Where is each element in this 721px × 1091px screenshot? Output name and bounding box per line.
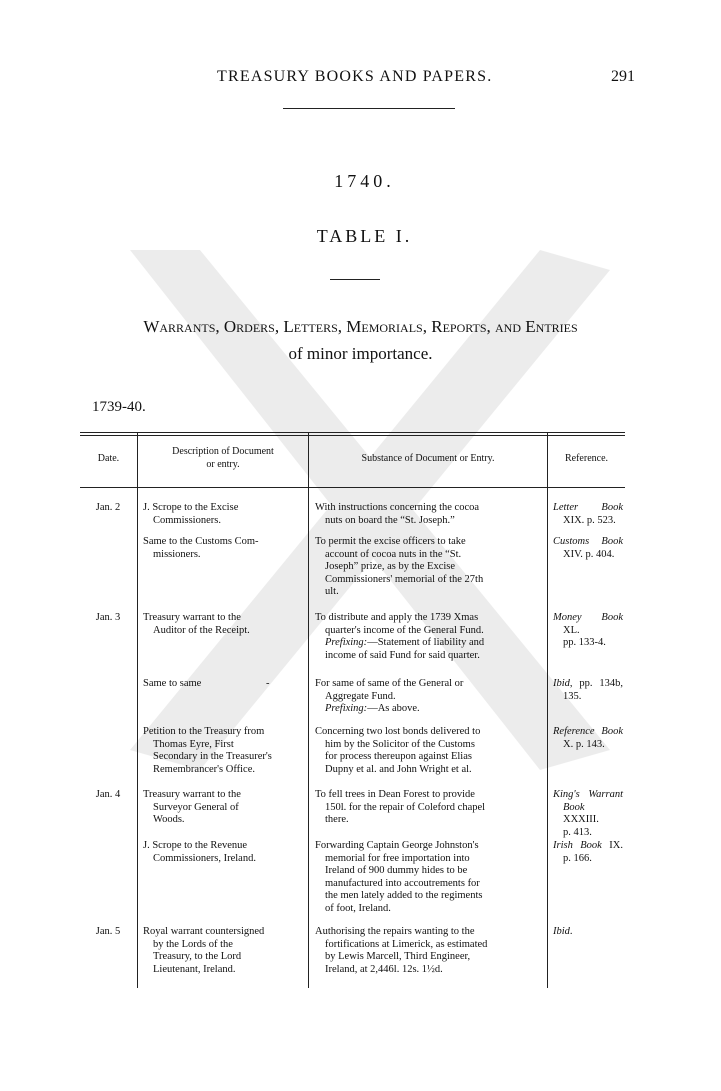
reference-line: Money Book XL. (553, 612, 623, 636)
substance-line: Dupny et al. and John Wright et al. (325, 763, 472, 775)
substance-line: To permit the excise officers to take (315, 536, 466, 547)
description-line: Treasury warrant to the (143, 612, 241, 623)
row-description (143, 789, 301, 827)
page-header (0, 68, 721, 92)
row-substance (315, 612, 541, 662)
substance-line: To fell trees in Dean Forest to provide (315, 789, 475, 800)
header-rule (283, 108, 455, 109)
col-header-desc-line: or entry. (206, 459, 240, 470)
reference-line: Reference Book (553, 726, 623, 737)
reference-line: Customs Book (553, 536, 623, 547)
running-title: TREASURY BOOKS AND PAPERS. (217, 68, 493, 85)
substance-line: quarter's income of the General Fund. (325, 624, 484, 636)
table-top-rule (80, 432, 625, 433)
subtitle-part: R (431, 317, 443, 336)
substance-line: of foot, Ireland. (325, 902, 391, 914)
col-header-date: Date. (97, 453, 120, 464)
reference-line: 135. (563, 690, 582, 702)
year-range: 1739-40. (92, 399, 146, 415)
substance-line: memorial for free importation into (325, 852, 470, 864)
row-description (143, 612, 301, 637)
subtitle-part: L (283, 317, 294, 336)
subtitle-part: W (143, 317, 160, 336)
row-reference (553, 840, 623, 865)
description-line: Commissioners. (153, 514, 221, 526)
substance-line: manufactured into accoutrements for (325, 877, 480, 889)
substance-line: With instructions concerning the cocoa (315, 502, 480, 513)
row-substance (315, 726, 541, 776)
row-description (143, 502, 301, 527)
description-line: Woods. (153, 814, 185, 825)
row-substance (315, 789, 541, 827)
substance-line: by Lewis Marcell, Third Engineer, (325, 951, 471, 962)
substance-line: income of said Fund for said quarter. (325, 649, 480, 661)
row-substance (315, 678, 541, 716)
row-reference (553, 678, 623, 703)
subtitle-part: emorials, (361, 317, 432, 336)
row-reference (553, 789, 623, 839)
substance-line: the men lately added to the regiments (325, 890, 483, 901)
row-reference (553, 726, 623, 751)
subtitle-part: etters, (293, 317, 347, 336)
substance-line: Authorising the repairs wanting to the (315, 926, 475, 937)
row-reference (553, 502, 623, 527)
substance-line: Prefixing:—As above. (325, 703, 420, 714)
reference-line: Letter Book (553, 502, 623, 513)
substance-line: for process thereupon against Elias (325, 751, 472, 762)
description-line: Treasury warrant to the (143, 789, 241, 800)
substance-line: Prefixing:—Statement of liability and (325, 637, 485, 648)
row-reference (553, 536, 623, 561)
row-date: Jan. 4 (95, 789, 121, 800)
row-substance (315, 840, 541, 915)
substance-line: there. (325, 814, 349, 825)
reference-line: XIX. p. 523. (563, 514, 616, 526)
subtitle-part: O (223, 317, 237, 336)
subtitle-part: arrants, (159, 317, 224, 336)
reference-line: Ibid, pp. 134b, (553, 678, 623, 689)
reference-line: Irish Book IX. (553, 840, 623, 851)
description-line: Petition to the Treasury from (143, 726, 265, 737)
description-line: by the Lords of the (153, 938, 233, 950)
description-line: J. Scrope to the Revenue (143, 840, 248, 851)
subtitle-line-2: of minor importance. (288, 344, 433, 363)
row-reference (553, 926, 623, 939)
substance-line: Forwarding Captain George Johnston's (315, 840, 479, 851)
description-line: Auditor of the Receipt. (153, 624, 250, 636)
row-description (143, 536, 301, 561)
substance-line: ult. (325, 586, 339, 597)
col-header-substance: Substance of Document or Entry. (361, 453, 495, 464)
row-description (143, 926, 301, 976)
row-dash: - (266, 678, 270, 689)
column-divider (547, 432, 548, 988)
reference-line: King's Warrant (553, 789, 623, 800)
substance-line: Commissioners' memorial of the 27th (325, 573, 484, 585)
substance-line: Ireland, at 2,446l. 12s. 1½d. (325, 963, 443, 975)
substance-line: fortifications at Limerick, as estimated (325, 938, 488, 950)
reference-line: p. 166. (563, 852, 592, 864)
substance-line: Ireland of 900 dummy hides to be (325, 865, 468, 876)
substance-line: account of cocoa nuts in the “St. (325, 548, 462, 560)
table-title: TABLE I. (316, 226, 413, 246)
row-date: Jan. 5 (95, 926, 121, 937)
page-number: 291 (611, 68, 635, 85)
row-date: Jan. 3 (95, 612, 121, 623)
substance-line: Aggregate Fund. (325, 690, 396, 702)
col-header-desc-line: Description of Document (172, 446, 274, 457)
description-line: Same to same (143, 678, 202, 689)
description-line: J. Scrope to the Excise (143, 502, 239, 513)
reference-line: pp. 133-4. (563, 637, 606, 648)
col-header-reference: Reference. (564, 453, 609, 464)
description-line: Treasury, to the Lord (153, 951, 242, 962)
description-line: Remembrancer's Office. (153, 763, 255, 775)
substance-line: To distribute and apply the 1739 Xmas (315, 612, 479, 623)
subtitle-part: ntries (535, 317, 578, 336)
row-substance (315, 536, 541, 599)
row-description (143, 726, 301, 776)
reference-line: Ibid. (553, 926, 573, 937)
substance-line: For same of same of the General or (315, 678, 464, 689)
substance-line: Concerning two lost bonds delivered to (315, 726, 481, 737)
description-line: missioners. (153, 548, 201, 560)
description-line: Commissioners, Ireland. (153, 852, 256, 864)
description-line: Secondary in the Treasurer's (153, 751, 272, 762)
description-line: Royal warrant countersigned (143, 926, 265, 937)
column-divider (137, 432, 138, 988)
subtitle-part: M (346, 317, 362, 336)
subtitle-part: eports, and (442, 317, 526, 336)
table-header-rule (80, 487, 625, 488)
description-line: Thomas Eyre, First (153, 738, 234, 750)
reference-line: Book XXXIII. (563, 801, 599, 825)
row-date: Jan. 2 (95, 502, 121, 513)
row-description (143, 840, 301, 865)
reference-line: XIV. p. 404. (563, 548, 615, 560)
row-description (143, 678, 301, 691)
reference-line: X. p. 143. (563, 738, 605, 750)
subtitle-line-1 (0, 317, 721, 337)
column-divider (308, 432, 309, 988)
subtitle-part: E (525, 317, 536, 336)
title-rule (330, 279, 380, 280)
col-header-desc (138, 445, 308, 471)
description-line: Same to the Customs Com- (143, 536, 259, 547)
subtitle-part: rders, (236, 317, 284, 336)
substance-line: nuts on board the “St. Joseph.” (325, 514, 455, 526)
reference-line: p. 413. (563, 826, 592, 838)
substance-line: 150l. for the repair of Coleford chapel (325, 801, 486, 813)
row-substance (315, 502, 541, 527)
description-line: Lieutenant, Ireland. (153, 963, 236, 975)
substance-line: Joseph” prize, as by the Excise (325, 561, 456, 572)
year-heading: 1740. (334, 171, 395, 191)
row-reference (553, 612, 623, 650)
table-top-rule-2 (80, 435, 625, 436)
description-line: Surveyor General of (153, 801, 239, 813)
row-substance (315, 926, 541, 976)
entries-table (80, 432, 625, 988)
substance-line: him by the Solicitor of the Customs (325, 738, 475, 750)
